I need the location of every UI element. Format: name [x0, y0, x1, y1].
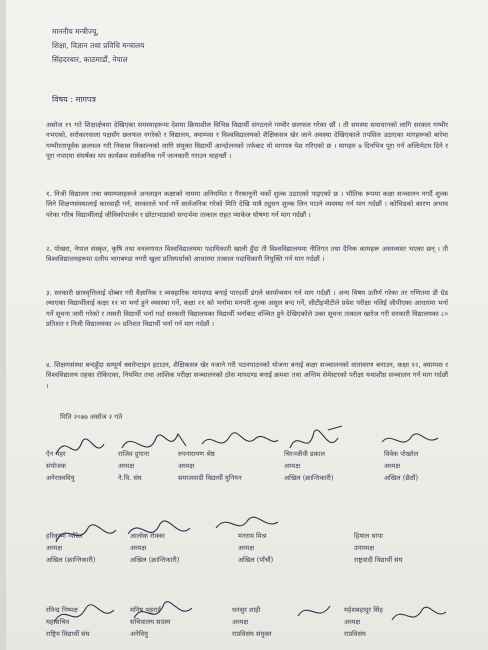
signatory-12	[232, 604, 272, 640]
signatory-title: अध्यक्ष	[284, 462, 301, 470]
signatory-title: सचिवालय सदस्य	[130, 618, 171, 626]
signatory-org: अखिल (क्रान्तिकारी)	[284, 474, 334, 482]
signatory-org: राष्ट्रवादी विद्यार्थी संघ	[354, 556, 403, 564]
signatory-org: अखिल (क्रान्तिकारी)	[130, 556, 180, 564]
signatory-8	[238, 530, 273, 566]
address-line-2: शिक्षा, विज्ञान तथा प्रविधि मन्त्रालय	[52, 41, 145, 50]
signatory-1	[46, 448, 75, 484]
signatory-name: मनराम मिश्र	[238, 532, 267, 540]
signatory-org: अखिल (छैठौं)	[384, 474, 419, 482]
signatory-org: अनेरास्ववियु	[46, 474, 75, 482]
signatory-title: अध्यक्ष	[130, 544, 147, 552]
signatory-name: धनसुर शाही	[232, 606, 261, 614]
signatory-name: हिमाल थापा	[354, 532, 383, 540]
signatory-title: अध्यक्ष	[46, 544, 63, 552]
subject-line: विषय : मागपत्र	[52, 95, 96, 104]
signatory-name: रुपनारायण श्रेष्ठ	[178, 450, 215, 458]
signatory-9	[354, 530, 403, 566]
signatory-title: अध्यक्ष	[384, 462, 401, 470]
paragraph-demand-3: ३. सरकारी छात्रवृत्तिलाई दोब्बर गरी वैज्ञानिक र व्यवहारिक मापदण्ड बनाई पारदर्शी ढंगले कार्यान्वयन गर्न माग गर्दछौं । अन्य विषय उतीर्ण गरेका तर गणितमा डी ग्रेड ल्याएका विद्यार्थीलाई कक्षा ११ मा भर्ना हुने व्यवस्था गर्ने, कक्षा ११ को भर्नामा मनपरी शुल्क असुल बन्द गर्ने, सीटीइभीटीले प्रवेश परीक्षा नलिई जीपीएका आधारमा भर्ना गर्ने सूचना जारी गरेको र त्यसरी विद्यार्थी भर्ना गर्दा सरकारी विद्यालयका विद्यार्थी भर्नाबाट वञ्चित हुने देखिएकोले उक्त सूचना तत्काल खारेज गरी सरकारी विद्यालयका ८० प्रतिशत र निजी विद्यालयका २० प्रतिशत विद्यार्थी भर्ना गर्न माग गर्दछौं ।	[46, 289, 448, 328]
signatory-11	[130, 604, 170, 640]
signatory-name: राजिव दुगाना	[118, 450, 150, 458]
signatory-6	[46, 530, 95, 566]
page-edge	[0, 0, 6, 650]
address-line-1: माननीय मन्त्रीज्यू,	[52, 27, 99, 36]
signatory-13	[344, 604, 383, 640]
signatory-org: राप्रविसंघ	[344, 630, 366, 638]
paragraph-demand-2: २. पोखरा, नेपाल संस्कृत, कृषि तथा वनलगायत विश्वविद्यालयमा पदाधिकारी खाली हुँदा ती विश्वविद्यालयमा नीतिगत तथा दैनिक कामहरू अस्तव्यस्त भएका छन् । ती विश्वविद्यालयहरूमा दलीय भागबण्डा नगरी खुला प्रतिस्पर्धाको आधारमा तत्काल पदाधिकारी नियुक्ति गर्न माग गर्दछौं ।	[46, 245, 448, 264]
signatory-title: अध्यक्ष	[344, 618, 361, 626]
signatory-title: महासचिव	[46, 618, 70, 626]
signatory-title: अध्यक्ष	[232, 618, 249, 626]
paragraph-demand-4: ४. शिक्षणसंस्था बन्दहुँदा सम्पूर्ण क्वारेन्टाइन हटाउन, शैक्षिकसत्र खेर नजाने गरी पठनपाठनको योजना बनाई कक्षा सञ्चालनको वातावरण बनाउन, कक्षा १२, क्याम्पस र विश्वविद्यालय तहका रोकिएका, नियमित तथा आंशिक परीक्षा सञ्चालनको ठोस मापदण्ड बनाई क्रमशः तथा अन्तिम सेमेस्टरको परीक्षा यथाशीघ्र सञ्चालन गर्न माग गर्दछौं ।	[46, 361, 448, 390]
signatory-name: हरिकृष्ण न्यौरेल	[46, 532, 83, 540]
signatory-name: मनिष भट्टराई	[130, 606, 161, 614]
signatory-4	[284, 448, 333, 484]
signatory-org: अखिल (पाँचौं)	[238, 556, 274, 564]
address-line-3: सिंहदरबार, काठमाडौं, नेपाल	[52, 55, 128, 64]
signatory-org: राप्रविसंघ संयुक्त	[232, 630, 272, 638]
signatory-org: राष्ट्रिय विद्यार्थी संघ	[46, 630, 90, 638]
signatory-title: संयोजक	[46, 462, 66, 470]
paragraph-demand-1: १. निजी विद्यालय तथा क्याम्पसहरूले अनलाइन कक्षाको नाममा अनियमित र गैरकानुनी चर्को शुल्क उठाएको पाइएको छ । भौतिक रूपमा कक्षा सञ्चालन नगर्दै शुल्क लिने शिक्षणसंस्थालाई कारवाही गर्न, सरकारले भर्ना गर्ने सार्वजनिक गरेको मिति देखि मात्रै ट्युसन शुल्क लिन पाउने व्यवस्था गर्न माग गर्दछौं । कोभिडको कारण अभाव परेका गरिब विद्यार्थीलाई जीविकोपार्जन र छोटाभाडाको सन्दर्भमा तत्काल राहत प्याकेज घोषणा गर्न माग गर्दछौं ।	[46, 190, 448, 219]
signatory-org: अनेवियु	[130, 630, 148, 638]
signatory-name: ऐन महर	[46, 450, 66, 458]
signatory-name: महेशबहादुर सिंह	[344, 606, 383, 614]
signatory-title: उपाध्यक्ष	[354, 544, 375, 552]
signatory-name: रविन्द्र निष्पक्ष	[46, 606, 78, 614]
signatory-3	[178, 448, 242, 484]
signatory-5	[384, 448, 418, 484]
signatory-title: अध्यक्ष	[118, 462, 135, 470]
signatory-org: समाजवादी विद्यार्थी युनियन	[178, 474, 242, 482]
signatory-org: ने.वि. संघ	[118, 474, 142, 482]
letter-date: मिति २०७७ असोज २ गते	[60, 413, 123, 421]
signatory-2	[118, 448, 149, 484]
signatory-org: अखिल (क्रान्तिकारी)	[46, 556, 96, 564]
signatory-name: विवेक पोखरेल	[384, 450, 419, 458]
signatory-title: अध्यक्ष	[238, 544, 255, 552]
paragraph-intro: असोज १९ गते शिक्षाक्षेत्रमा देखिएका समस्याहरूमा देशमा क्रियाशील विभिन्न विद्यार्थी संगठनले गम्भीर छलफल गरेका छौं । ती समस्या समाधानको लागि सरकार गम्भीर नभएको, सरोकारवाला पक्षसँग छलफल नगरेको र विद्यालय, क्याम्पस र विश्वविद्यालयको शैक्षिकसत्र खेर जाने अवस्था देखिएकाले तपसिल उठाएका मागहरूको बारेमा गम्भीरतापूर्वक छलफल गरी निकास निकाल्नको लागि संयुक्त विद्यार्थी आन्दोलनको तर्फबाट यो मागपत्र पेश गरिएको छ । मागहरु ७ दिनभित्र पूरा गर्न अल्टिमेटम दिने र पूरा नभएमा संघर्षका थप कार्यक्रम सार्वजनिक गर्ने जानकारी गराउन चाहन्छौं ।	[46, 121, 448, 160]
signatory-10	[46, 604, 90, 640]
signatory-name: चिरञ्जीवी ढकाल	[284, 450, 325, 458]
signatory-title: अध्यक्ष	[178, 462, 195, 470]
signatory-name: आलोक रोक्का	[130, 532, 165, 540]
signatory-7	[130, 530, 179, 566]
